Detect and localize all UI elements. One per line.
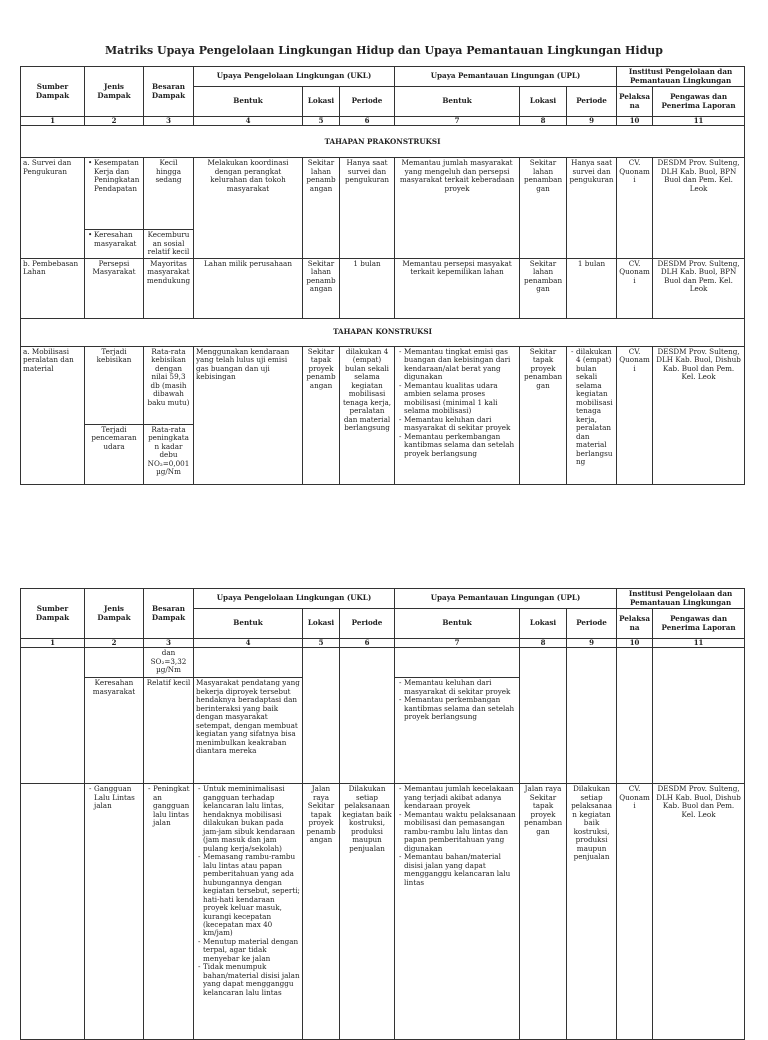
col-num: 1: [21, 117, 85, 126]
upl-periode-cell: Dilakukan setiap pelaksanaan kegiatan baik kostruksi, produksi maupun penjualan: [567, 784, 617, 1040]
list-item: • Kesempatan Kerja dan Peningkatan Pendapatan: [94, 159, 141, 193]
sumber-cell: [21, 648, 85, 784]
col-num: 10: [617, 639, 653, 648]
header-pelaksana: Pelaksana: [617, 609, 653, 639]
table-row: [21, 784, 745, 1040]
upl-periode-cell: [567, 346, 617, 484]
ukl-lokasi-cell: Sekitar lahan penambangan: [303, 258, 340, 318]
header-sumber: Sumber Dampak: [21, 589, 85, 639]
pelaksana-cell: CV. Quonami: [617, 158, 653, 258]
header-institusi: Institusi Pengelolaan dan Pemantauan Lingkungan: [617, 589, 745, 609]
list-item: - Menutup material dengan terpal, agar tidak menyebar ke jalan: [203, 938, 300, 963]
pelaksana-cell: CV. Quonami: [617, 784, 653, 1040]
pelaksana-cell: [617, 648, 653, 784]
col-num: 10: [617, 117, 653, 126]
upl-periode-cell: 1 bulan: [567, 258, 617, 318]
col-num: 11: [653, 639, 745, 648]
col-num: 3: [144, 639, 194, 648]
sumber-cell: a. Mobilisasi peralatan dan material: [21, 346, 85, 484]
ukl-periode-cell: [340, 648, 395, 784]
header-jenis: Jenis Dampak: [85, 589, 144, 639]
upl-lokasi-cell: Jalan raya Sekitar tapak proyek penambangan: [520, 784, 567, 1040]
ukl-periode-cell: dilakukan 4 (empat) bulan sekali selama kegiatan mobilisasi tenaga kerja, peralatan dan material berlangsung: [340, 346, 395, 484]
list-item: - Memantau waktu pelaksanaan mobilisasi dan pemasangan rambu-rambu lalu lintas dan papan pemberitahuan yang digunakan: [404, 811, 517, 853]
header-bentuk: Bentuk: [395, 609, 520, 639]
ukl-bentuk-cell: Masyarakat pendatang yang bekerja diproyek tersebut hendaknya beradaptasi dan berinteraksi yang baik dengan masyarakat setempat, dengan membuat kegiatan yang sifatnya bisa menimbulkan keakraban diantara mereka: [194, 678, 303, 784]
col-num: 2: [85, 639, 144, 648]
upl-bentuk-cell: [395, 784, 520, 1040]
upl-bentuk-cell: [395, 648, 520, 678]
ukl-periode-cell: Hanya saat survei dan pengukuran: [340, 158, 395, 258]
ukl-bentuk-cell: Lahan milik perusahaan: [194, 258, 303, 318]
col-num: 6: [340, 117, 395, 126]
list-item: - Tidak menumpuk bahan/material disisi jalan yang dapat mengganggu kelancaran lalu lintas: [203, 963, 300, 997]
list-item: - Memasang rambu-rambu lalu lintas atau papan pemberitahuan yang ada hubungannya dengan kegiatan tersebut, seperti; hati-hati kendaraan proyek keluar masuk, kurangi kecepatan (kecepatan max 40 km/jam): [203, 853, 300, 938]
header-periode: Periode: [340, 87, 395, 117]
document-title: Matriks Upaya Pengelolaan Lingkungan Hidup dan Upaya Pemantauan Lingkungan Hidup: [105, 44, 663, 57]
header-periode: Periode: [340, 609, 395, 639]
sumber-cell: a. Survei dan Pengukuran: [21, 158, 85, 258]
col-num: 1: [21, 639, 85, 648]
matrix-table-2: [20, 588, 745, 1040]
upl-lokasi-cell: Sekitar lahan penambangan: [520, 158, 567, 258]
header-ukl: Upaya Pengelolaan Lingkungan (UKL): [194, 589, 395, 609]
header-institusi: Institusi Pengelolaan dan Pemantauan Lingkungan: [617, 67, 745, 87]
table-row: [21, 158, 745, 230]
besaran-cell: Relatif kecil: [144, 678, 194, 784]
col-num: 9: [567, 639, 617, 648]
col-num: 2: [85, 117, 144, 126]
jenis-cell: Persepsi Masyarakat: [85, 258, 144, 318]
col-num: 8: [520, 639, 567, 648]
header-bentuk: Bentuk: [194, 87, 303, 117]
sumber-cell: [21, 784, 85, 1040]
header-jenis: Jenis Dampak: [85, 67, 144, 117]
header-lokasi: Lokasi: [303, 609, 340, 639]
upl-lokasi-cell: [520, 648, 567, 784]
besaran-cell: [144, 784, 194, 1040]
pengawas-cell: DESDM Prov. Sulteng, DLH Kab. Buol, BPN Buol dan Pem. Kel. Leok: [653, 158, 745, 258]
header-pengawas: Pengawas dan Penerima Laporan: [653, 87, 745, 117]
column-number-row: [21, 639, 745, 648]
header-pelaksana: Pelaksana: [617, 87, 653, 117]
upl-bentuk-cell: Memantau persepsi masyakat terkait kepemilikan lahan: [395, 258, 520, 318]
header-periode: Periode: [567, 87, 617, 117]
matrix-table-1: [20, 66, 745, 485]
ukl-periode-cell: Dilakukan setiap pelaksanaan kegiatan baik kostruksi, produksi maupun penjualan: [340, 784, 395, 1040]
col-num: 4: [194, 639, 303, 648]
header-bentuk: Bentuk: [194, 609, 303, 639]
besaran-cell: dan SO₂=3,32 µg/Nm: [144, 648, 194, 678]
col-num: 8: [520, 117, 567, 126]
jenis-cell: Terjadi pencemaran udara: [85, 424, 144, 484]
header-periode: Periode: [567, 609, 617, 639]
section-prakonstruksi: TAHAPAN PRAKONSTRUKSI: [21, 126, 745, 158]
ukl-lokasi-cell: Sekitar lahan penambangan: [303, 158, 340, 258]
besaran-cell: Kecemburuan sosial relatif kecil: [144, 230, 194, 258]
col-num: 5: [303, 117, 340, 126]
jenis-cell: [85, 784, 144, 1040]
header-lokasi: Lokasi: [520, 87, 567, 117]
col-num: 4: [194, 117, 303, 126]
header-besaran: Besaran Dampak: [144, 67, 194, 117]
upl-bentuk-cell: Memantau jumlah masyarakat yang mengeluh dan persepsi masyarakat terkait keberadaan proyek: [395, 158, 520, 258]
besaran-cell: Rata-rata peningkatan kadar debu NO₂=0,001 µg/Nm: [144, 424, 194, 484]
ukl-lokasi-cell: Jalan raya Sekitar tapak proyek penambangan: [303, 784, 340, 1040]
sumber-cell: b. Pembebasan Lahan: [21, 258, 85, 318]
jenis-cell: [85, 158, 144, 230]
col-num: 7: [395, 117, 520, 126]
upl-periode-cell: [567, 648, 617, 784]
header-upl: Upaya Pemantauan Lingungan (UPL): [395, 67, 617, 87]
list-item: - dilakukan 4 (empat) bulan sekali selama kegiatan mobilisasi tenaga kerja, peralatan dan material berlangsung: [576, 348, 614, 467]
header-pengawas: Pengawas dan Penerima Laporan: [653, 609, 745, 639]
pengawas-cell: DESDM Prov. Sulteng, DLH Kab. Buol, Dishub Kab. Buol dan Pem. Kel. Leok: [653, 784, 745, 1040]
column-number-row: [21, 117, 745, 126]
list-item: - Untuk meminimalisasi gangguan terhadap kelancaran lalu lintas, hendaknya mobilisasi dilakukan bukan pada jam-jam sibuk kendaraan (jam masuk dan jam pulang kerja/sekolah): [203, 785, 300, 853]
list-item: - Memantau keluhan dari masyarakat di sekitar proyek: [404, 416, 517, 433]
jenis-cell: [85, 230, 144, 258]
header-upl: Upaya Pemantauan Lingungan (UPL): [395, 589, 617, 609]
upl-bentuk-cell: [395, 346, 520, 484]
list-item: - Gangguan Lalu Lintas jalan: [94, 785, 141, 810]
list-item: - Peningkatan gangguan lalu lintas jalan: [153, 785, 191, 827]
besaran-cell: Mayoritas masyarakat mendukung: [144, 258, 194, 318]
header-lokasi: Lokasi: [520, 609, 567, 639]
upl-lokasi-cell: Sekitar tapak proyek penambangan: [520, 346, 567, 484]
jenis-cell: Keresahan masyarakat: [85, 678, 144, 784]
ukl-periode-cell: 1 bulan: [340, 258, 395, 318]
table-row: [21, 648, 745, 678]
list-item: - Memantau kualitas udara ambien selama proses mobilisasi (minimal 1 kali selama mobilisasi): [404, 382, 517, 416]
section-konstruksi: TAHAPAN KONSTRUKSI: [21, 318, 745, 346]
list-item: - Memantau tingkat emisi gas buangan dan kebisingan dari kendaraan/alat berat yang digunakan: [404, 348, 517, 382]
header-ukl: Upaya Pengelolaan Lingkungan (UKL): [194, 67, 395, 87]
list-item: - Memantau perkembangan kantibmas selama dan setelah proyek berlangsung: [404, 433, 517, 458]
ukl-lokasi-cell: Sekitar tapak proyek penambangan: [303, 346, 340, 484]
ukl-bentuk-cell: Melakukan koordinasi dengan perangkat kelurahan dan tokoh masyarakat: [194, 158, 303, 258]
pelaksana-cell: CV. Quonami: [617, 258, 653, 318]
pengawas-cell: DESDM Prov. Sulteng, DLH Kab. Buol, BPN Buol dan Pem. Kel. Leok: [653, 258, 745, 318]
upl-periode-cell: Hanya saat survei dan pengukuran: [567, 158, 617, 258]
pengawas-cell: DESDM Prov. Sulteng, DLH Kab. Buol, Dishub Kab. Buol dan Pem. Kel. Leok: [653, 346, 745, 484]
besaran-cell: Kecil hingga sedang: [144, 158, 194, 230]
pengawas-cell: [653, 648, 745, 784]
table-row: [21, 346, 745, 424]
upl-lokasi-cell: Sekitar lahan penambangan: [520, 258, 567, 318]
jenis-cell: [85, 648, 144, 678]
upl-bentuk-cell: [395, 678, 520, 784]
col-num: 7: [395, 639, 520, 648]
ukl-bentuk-cell: [194, 784, 303, 1040]
header-besaran: Besaran Dampak: [144, 589, 194, 639]
list-item: - Memantau perkembangan kantibmas selama dan setelah proyek berlangsung: [404, 696, 517, 721]
besaran-cell: Rata-rata kebisikan dengan nilai 59,3 db (masih dibawah baku mutu): [144, 346, 194, 424]
ukl-lokasi-cell: [303, 648, 340, 784]
table-row: [21, 258, 745, 318]
col-num: 11: [653, 117, 745, 126]
col-num: 5: [303, 639, 340, 648]
header-sumber: Sumber Dampak: [21, 67, 85, 117]
list-item: - Memantau jumlah kecelakaan yang terjadi akibat adanya kendaraan proyek: [404, 785, 517, 810]
list-item: • Keresahan masyarakat: [94, 231, 141, 248]
col-num: 6: [340, 639, 395, 648]
pelaksana-cell: CV. Quonami: [617, 346, 653, 484]
jenis-cell: Terjadi kebisikan: [85, 346, 144, 424]
col-num: 9: [567, 117, 617, 126]
ukl-bentuk-cell: Menggunakan kendaraan yang telah lulus uji emisi gas buangan dan uji kebisingan: [194, 346, 303, 484]
list-item: - Memantau keluhan dari masyarakat di sekitar proyek: [404, 679, 517, 696]
header-bentuk: Bentuk: [395, 87, 520, 117]
ukl-bentuk-cell: [194, 648, 303, 678]
col-num: 3: [144, 117, 194, 126]
header-lokasi: Lokasi: [303, 87, 340, 117]
list-item: - Memantau bahan/material disisi jalan yang dapat mengganggu kelancaran lalu lintas: [404, 853, 517, 887]
